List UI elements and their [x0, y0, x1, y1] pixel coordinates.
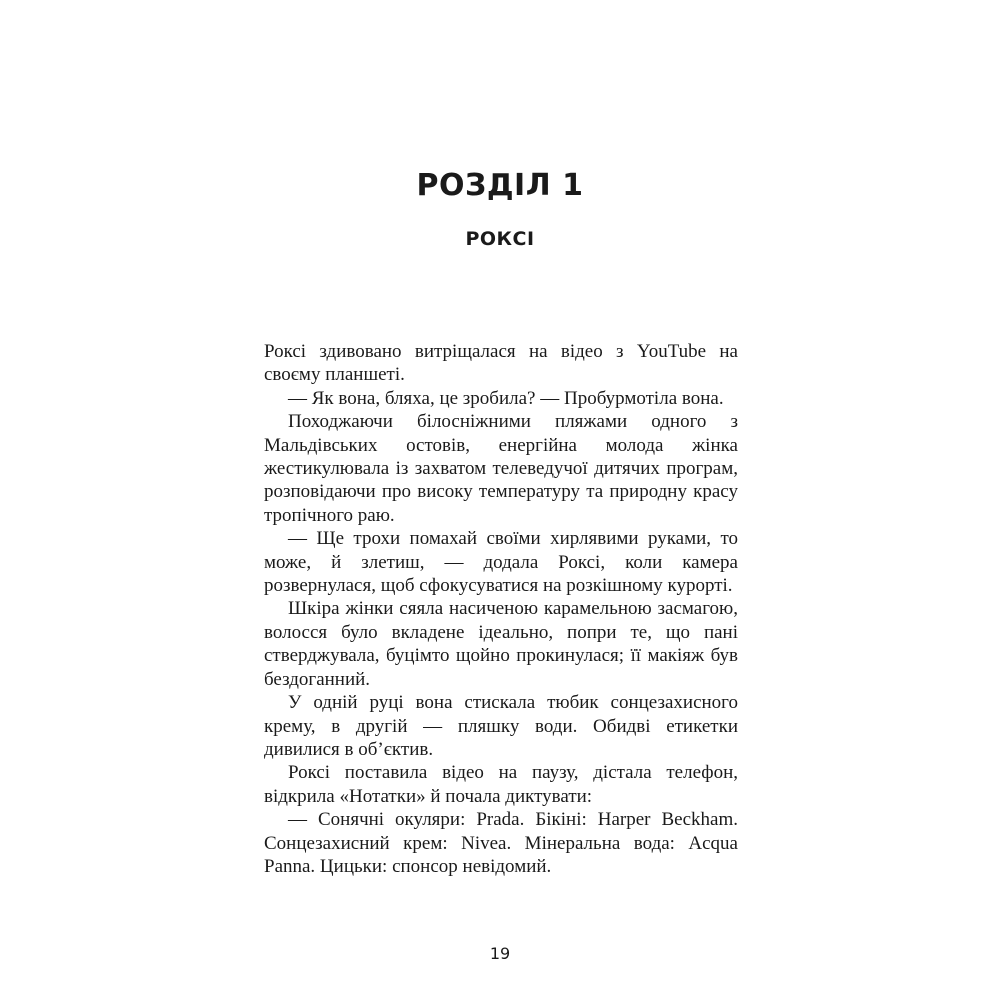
- paragraph: Роксі здивовано витріщалася на відео з YouTube на своєму планшеті.: [264, 341, 738, 386]
- paragraph: Роксі поставила відео на паузу, дістала телефон, відкрила «Нотатки» й почала диктувати:: [264, 762, 738, 807]
- paragraph: Походжаючи білосніжними пляжами одного з Мальдівських остовів, енергійна молода жінка жестикулювала із захватом телеведучої дитячих програм, розповідаючи про високу температуру та природну красу тропічного раю.: [264, 411, 738, 526]
- paragraph: Шкіра жінки сяяла насиченою карамельною засмагою, волосся було вкладене ідеально, попри те, що пані стверджувала, буцімто щойно прокинулася; її макіяж був бездоганний.: [264, 598, 738, 690]
- page-number: 19: [489, 944, 511, 963]
- chapter-subtitle: РОКСІ: [465, 228, 535, 250]
- paragraph: У одній руці вона стискала тюбик сонцезахисного крему, в другій — пляшку води. Обидві етикетки дивилися в об’єктив.: [264, 692, 738, 760]
- body-text: [264, 340, 738, 878]
- paragraph: — Ще трохи помахай своїми хирлявими руками, то може, й злетиш, — додала Роксі, коли камера розвернулася, щоб сфокусуватися на розкішному курорті.: [264, 528, 738, 597]
- chapter-title: РОЗДІЛ 1: [416, 168, 584, 203]
- paragraph: — Як вона, бляха, це зробила? — Пробурмотіла вона.: [288, 387, 724, 409]
- paragraph: — Сонячні окуляри: Prada. Бікіні: Harper Beckham. Сонцезахисний крем: Nivea. Мінеральна вода: Acqua Panna. Цицьки: спонсор невідомий.: [264, 809, 738, 877]
